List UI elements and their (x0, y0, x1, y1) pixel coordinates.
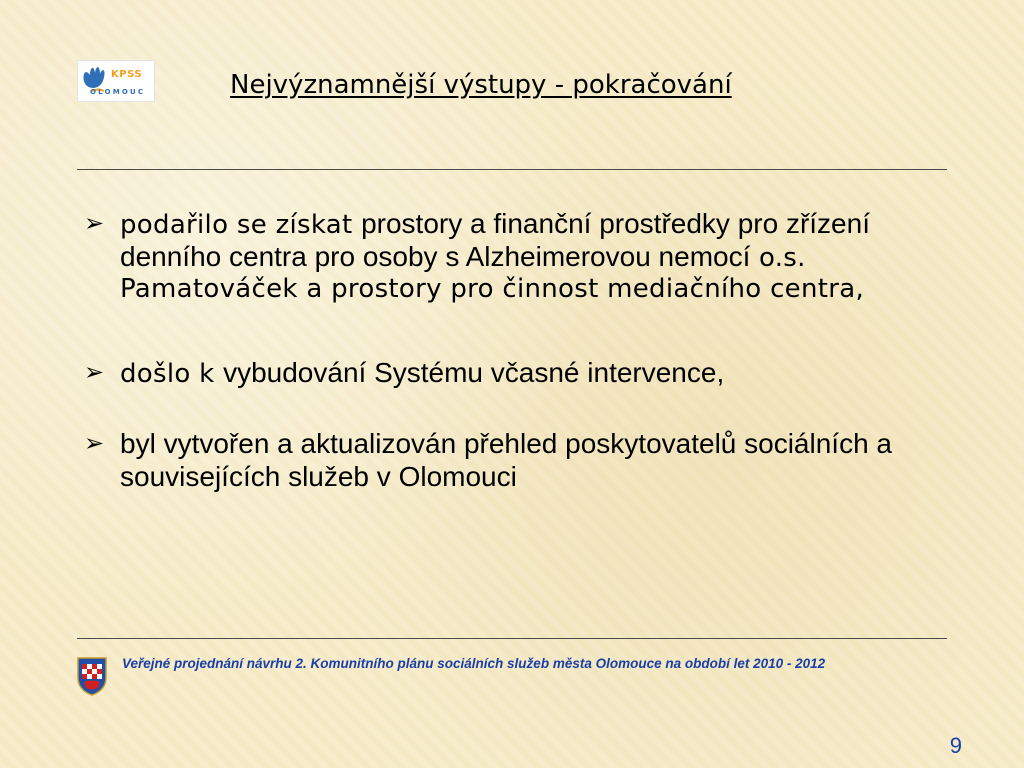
kpss-logo (77, 60, 155, 102)
bullet-suffix: o.s. Pamatováček a prostory pro činnost mediačního centra, (120, 243, 865, 304)
arrowhead-bullet-icon: ➢ (84, 429, 105, 457)
page-number: 9 (949, 733, 962, 758)
bullet-list (82, 208, 942, 494)
bullet-prefix: došlo k (120, 359, 224, 389)
bullet-item (82, 208, 942, 305)
bottom-divider (77, 638, 947, 639)
arrowhead-bullet-icon: ➢ (84, 209, 105, 237)
olomouc-coat-of-arms-icon (76, 656, 108, 696)
bullet-item (82, 357, 942, 390)
bullet-item (82, 428, 942, 494)
bullet-bold: byl vytvořen a aktualizován přehled poskytovatelů sociálních a souvisejících služeb v Olomouci (120, 428, 892, 492)
bullet-bold: prostory a finanční prostředky pro zřízení denního centra pro osoby s Alzheimerovou nemocí (120, 208, 870, 272)
top-divider (77, 169, 947, 170)
slide-title: Nejvýznamnější výstupy - pokračování (230, 70, 732, 100)
logo-name: KPSS (111, 69, 143, 80)
logo-city: OLOMOUC (90, 88, 146, 96)
bullet-prefix: podařilo se získat (120, 210, 362, 240)
footer-text: Veřejné projednání návrhu 2. Komunitního plánu sociálních služeb města Olomouce na období let 2010 - 2012 (122, 656, 826, 671)
bullet-bold: vybudování Systému včasné intervence, (223, 357, 725, 388)
arrowhead-bullet-icon: ➢ (84, 358, 105, 386)
